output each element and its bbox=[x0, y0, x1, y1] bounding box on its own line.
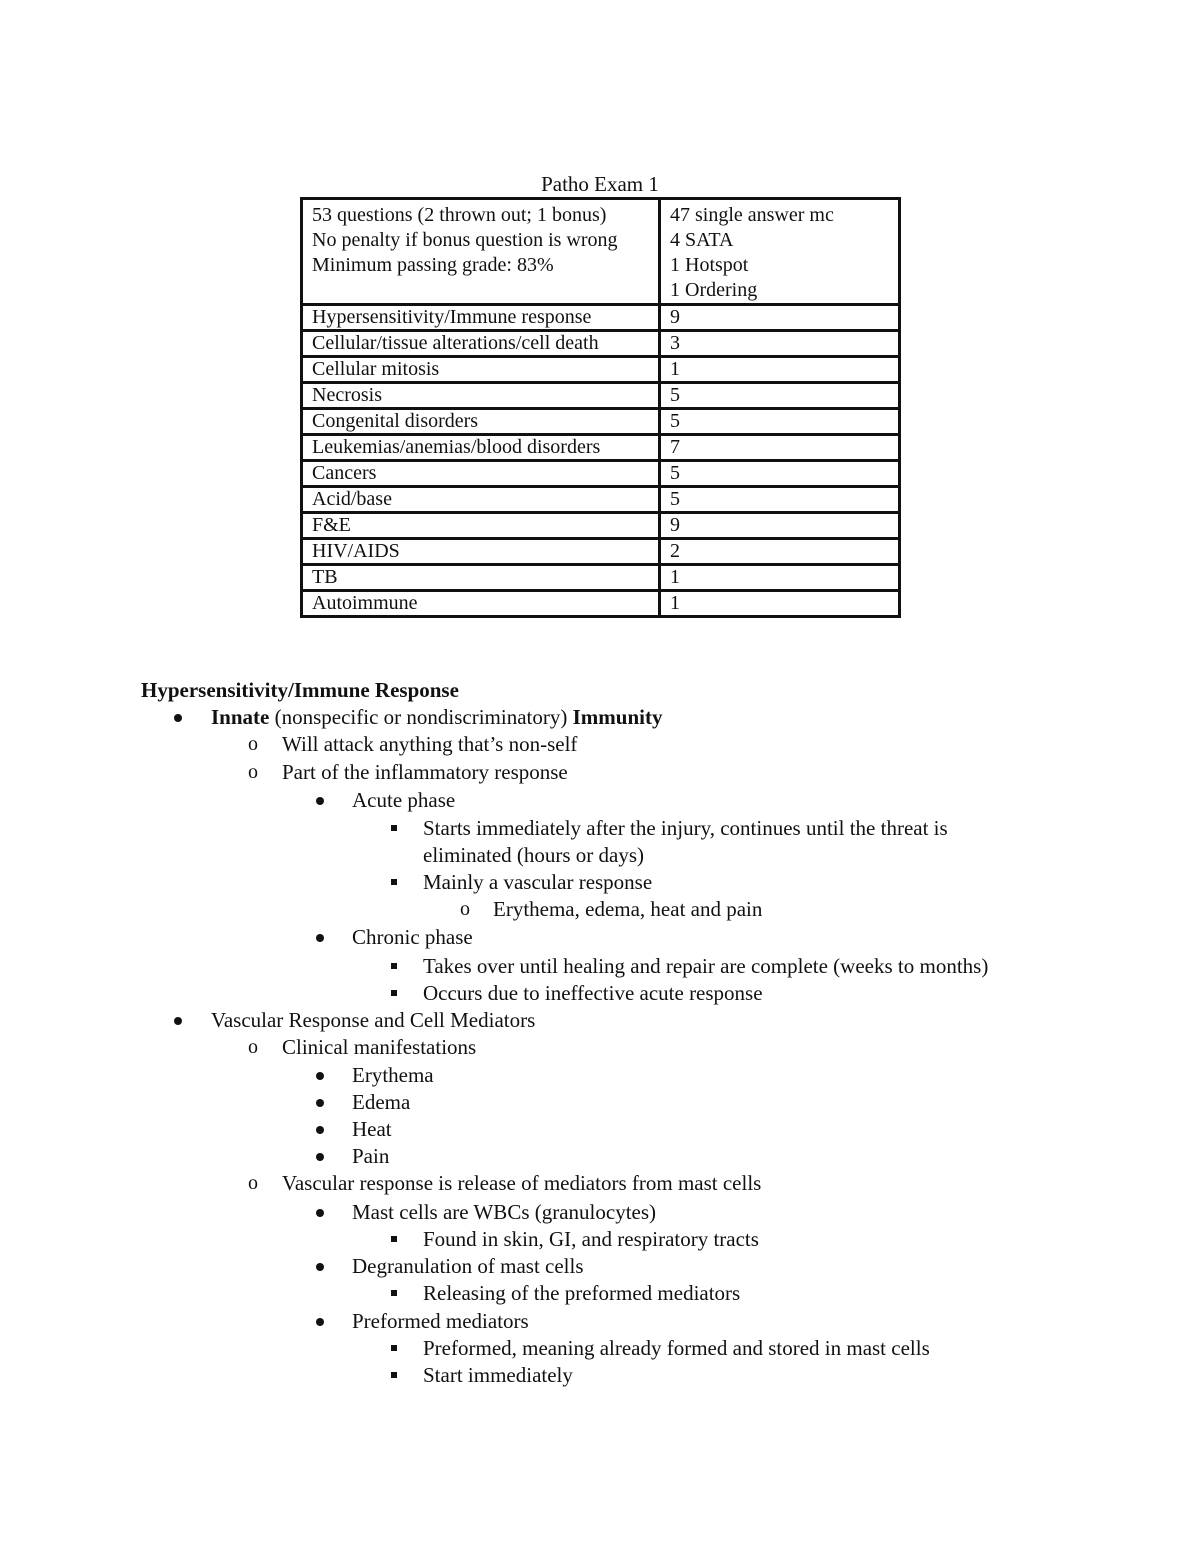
table-row bbox=[302, 357, 900, 383]
topic-cell: TB bbox=[302, 565, 660, 591]
outline-item: Starts immediately after the injury, continues until the threat is bbox=[423, 816, 948, 840]
exam-info-line: 53 questions (2 thrown out; 1 bonus) bbox=[312, 204, 607, 226]
bullet-icon bbox=[316, 797, 324, 805]
topic-cell: Acid/base bbox=[302, 487, 660, 513]
circle-bullet-icon: o bbox=[248, 761, 258, 783]
square-bullet-icon bbox=[391, 1345, 397, 1351]
topic-cell: Cancers bbox=[302, 461, 660, 487]
table-row bbox=[302, 409, 900, 435]
section-heading: Hypersensitivity/Immune Response bbox=[141, 678, 459, 702]
question-type-line: 4 SATA bbox=[670, 229, 734, 251]
outline-item: Vascular Response and Cell Mediators bbox=[211, 1008, 536, 1032]
table-row bbox=[302, 487, 900, 513]
outline-item: Will attack anything that’s non-self bbox=[282, 732, 578, 756]
topic-cell: Autoimmune bbox=[302, 591, 660, 617]
outline-item: Preformed, meaning already formed and stored in mast cells bbox=[423, 1336, 930, 1360]
topic-cell: Necrosis bbox=[302, 383, 660, 409]
count-cell: 1 bbox=[660, 357, 900, 383]
square-bullet-icon bbox=[391, 1236, 397, 1242]
topic-cell: Hypersensitivity/Immune response bbox=[302, 305, 660, 331]
outline-item: Heat bbox=[352, 1117, 392, 1141]
circle-bullet-icon: o bbox=[248, 1036, 258, 1058]
exam-info-line: Minimum passing grade: 83% bbox=[312, 254, 554, 276]
outline-item: Acute phase bbox=[352, 788, 456, 812]
exam-info-cell bbox=[302, 199, 660, 305]
circle-bullet-icon: o bbox=[248, 1172, 258, 1194]
outline-item: Preformed mediators bbox=[352, 1309, 529, 1333]
outline-item: Releasing of the preformed mediators bbox=[423, 1281, 741, 1305]
circle-bullet-icon: o bbox=[248, 733, 258, 755]
topic-cell: Congenital disorders bbox=[302, 409, 660, 435]
outline-item: Edema bbox=[352, 1090, 411, 1114]
bullet-icon bbox=[316, 1263, 324, 1271]
bullet-icon bbox=[174, 1017, 182, 1025]
question-types-cell bbox=[660, 199, 900, 305]
topic-cell: Cellular/tissue alterations/cell death bbox=[302, 331, 660, 357]
count-cell: 5 bbox=[660, 487, 900, 513]
square-bullet-icon bbox=[391, 990, 397, 996]
table-row bbox=[302, 539, 900, 565]
count-cell: 5 bbox=[660, 461, 900, 487]
square-bullet-icon bbox=[391, 879, 397, 885]
bullet-icon bbox=[316, 1153, 324, 1161]
square-bullet-icon bbox=[391, 1290, 397, 1296]
exam-info-line: No penalty if bonus question is wrong bbox=[312, 229, 618, 251]
outline-item: Erythema bbox=[352, 1063, 434, 1087]
outline-item: Start immediately bbox=[423, 1363, 573, 1387]
table-row bbox=[302, 591, 900, 617]
question-type-line: 47 single answer mc bbox=[670, 204, 834, 226]
outline-item: Takes over until healing and repair are complete (weeks to months) bbox=[423, 954, 989, 978]
table-row bbox=[302, 435, 900, 461]
outline-item: Pain bbox=[352, 1144, 390, 1168]
question-type-line: 1 Ordering bbox=[670, 279, 758, 301]
page-title: Patho Exam 1 bbox=[541, 172, 659, 196]
table-row bbox=[302, 331, 900, 357]
innate-label: Innate bbox=[211, 705, 270, 729]
count-cell: 3 bbox=[660, 331, 900, 357]
outline-item: Clinical manifestations bbox=[282, 1035, 477, 1059]
table-row bbox=[302, 565, 900, 591]
count-cell: 5 bbox=[660, 409, 900, 435]
count-cell: 2 bbox=[660, 539, 900, 565]
outline-item-innate bbox=[211, 704, 662, 731]
bullet-icon bbox=[316, 1209, 324, 1217]
count-cell: 1 bbox=[660, 565, 900, 591]
topic-cell: Cellular mitosis bbox=[302, 357, 660, 383]
outline-item: Part of the inflammatory response bbox=[282, 760, 568, 784]
outline-item: Found in skin, GI, and respiratory tracts bbox=[423, 1227, 759, 1251]
count-cell: 7 bbox=[660, 435, 900, 461]
immunity-label: Immunity bbox=[572, 705, 663, 729]
bullet-icon bbox=[316, 1126, 324, 1134]
table-row bbox=[302, 513, 900, 539]
outline-item: Vascular response is release of mediators from mast cells bbox=[282, 1171, 762, 1195]
bullet-icon bbox=[316, 934, 324, 942]
outline-item: Mainly a vascular response bbox=[423, 870, 653, 894]
table-header-row bbox=[302, 199, 900, 305]
bullet-icon bbox=[174, 714, 182, 722]
count-cell: 5 bbox=[660, 383, 900, 409]
count-cell: 9 bbox=[660, 513, 900, 539]
table-row bbox=[302, 383, 900, 409]
outline-item: Erythema, edema, heat and pain bbox=[493, 897, 763, 921]
square-bullet-icon bbox=[391, 963, 397, 969]
bullet-icon bbox=[316, 1318, 324, 1326]
outline-item: Mast cells are WBCs (granulocytes) bbox=[352, 1200, 657, 1224]
table-row bbox=[302, 305, 900, 331]
circle-bullet-icon: o bbox=[460, 898, 470, 920]
outline-item-continued: eliminated (hours or days) bbox=[423, 843, 645, 867]
bullet-icon bbox=[316, 1099, 324, 1107]
topic-cell: F&E bbox=[302, 513, 660, 539]
outline-item: Degranulation of mast cells bbox=[352, 1254, 584, 1278]
topic-cell: HIV/AIDS bbox=[302, 539, 660, 565]
topic-cell: Leukemias/anemias/blood disorders bbox=[302, 435, 660, 461]
bullet-icon bbox=[316, 1072, 324, 1080]
innate-description: (nonspecific or nondiscriminatory) bbox=[269, 705, 573, 729]
count-cell: 1 bbox=[660, 591, 900, 617]
outline-item: Chronic phase bbox=[352, 925, 473, 949]
question-type-line: 1 Hotspot bbox=[670, 254, 749, 276]
table-row bbox=[302, 461, 900, 487]
outline-item: Occurs due to ineffective acute response bbox=[423, 981, 763, 1005]
count-cell: 9 bbox=[660, 305, 900, 331]
square-bullet-icon bbox=[391, 825, 397, 831]
square-bullet-icon bbox=[391, 1372, 397, 1378]
exam-breakdown-table bbox=[300, 197, 901, 618]
